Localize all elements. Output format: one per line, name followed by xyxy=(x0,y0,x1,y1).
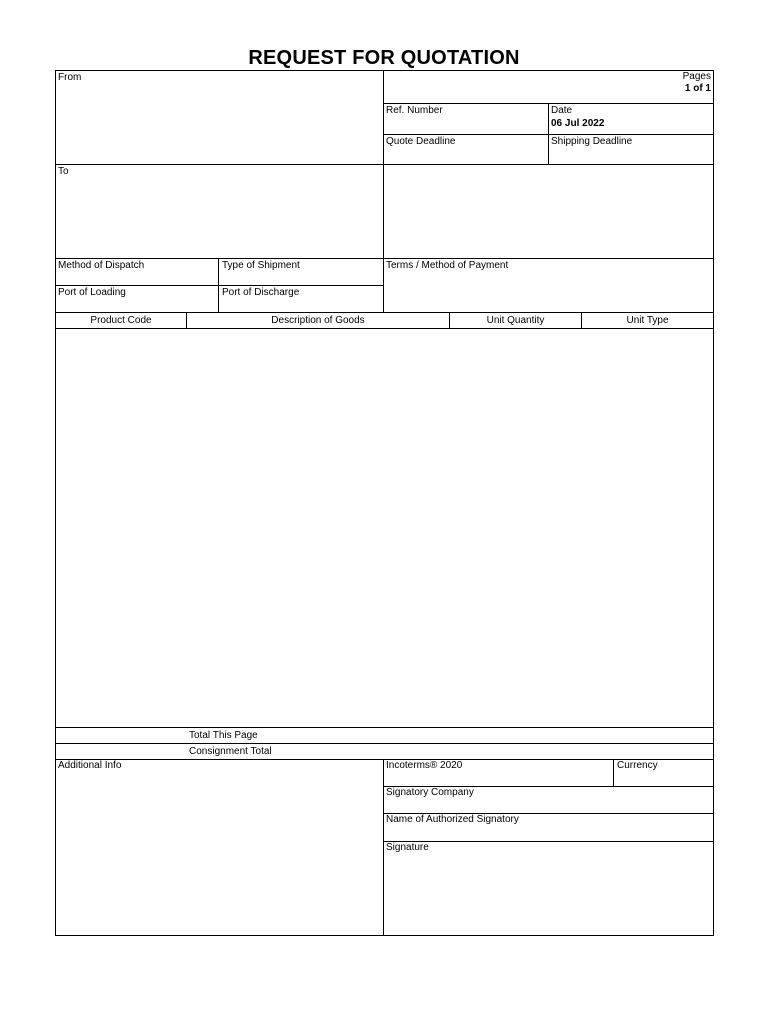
total-this-page-label: Total This Page xyxy=(189,730,258,741)
port-of-discharge-field[interactable] xyxy=(219,286,382,312)
authorized-signatory-label: Name of Authorized Signatory xyxy=(386,814,519,825)
document-title: REQUEST FOR QUOTATION xyxy=(248,47,520,69)
shipping-deadline-label: Shipping Deadline xyxy=(551,136,633,147)
port-of-loading-label: Port of Loading xyxy=(58,287,126,298)
ref-number-field[interactable] xyxy=(384,104,547,133)
signatory-company-label: Signatory Company xyxy=(386,787,474,798)
from-field[interactable] xyxy=(56,71,382,163)
date-value: 06 Jul 2022 xyxy=(551,118,605,129)
method-of-dispatch-field[interactable] xyxy=(56,259,218,285)
incoterms-field[interactable] xyxy=(384,760,613,786)
terms-payment-label: Terms / Method of Payment xyxy=(386,260,509,271)
date-field[interactable] xyxy=(549,104,713,133)
currency-field[interactable] xyxy=(614,760,713,786)
incoterms-label: Incoterms® 2020 xyxy=(386,760,463,771)
quote-deadline-field[interactable] xyxy=(384,135,547,163)
column-header-unit-type: Unit Type xyxy=(626,315,669,326)
column-header-product-code: Product Code xyxy=(90,315,152,326)
consignment-row-top xyxy=(55,743,714,744)
date-label: Date xyxy=(551,105,573,116)
type-of-shipment-label: Type of Shipment xyxy=(222,260,300,271)
signature-label: Signature xyxy=(386,842,429,853)
terms-payment-field[interactable] xyxy=(384,259,713,312)
column-header-unit-quantity: Unit Quantity xyxy=(486,315,545,326)
authorized-signatory-field[interactable] xyxy=(384,814,713,841)
signatory-company-field[interactable] xyxy=(384,787,713,813)
table-header-top xyxy=(55,312,714,313)
totals-row-top xyxy=(55,727,714,728)
quote-deadline-label: Quote Deadline xyxy=(386,136,456,147)
port-of-discharge-label: Port of Discharge xyxy=(222,287,300,298)
column-header-description: Description of Goods xyxy=(271,315,365,326)
consignment-total-label: Consignment Total xyxy=(189,746,272,757)
to-field[interactable] xyxy=(56,165,382,258)
to-label: To xyxy=(58,166,69,177)
ref-number-label: Ref. Number xyxy=(386,105,443,116)
type-of-shipment-field[interactable] xyxy=(219,259,382,285)
currency-label: Currency xyxy=(617,760,658,771)
shipping-deadline-field[interactable] xyxy=(549,135,713,163)
pages-label: Pages xyxy=(682,71,711,82)
additional-info-label: Additional Info xyxy=(58,760,122,771)
signature-field[interactable] xyxy=(384,842,713,935)
additional-info-field[interactable] xyxy=(56,760,382,935)
pages-value: 1 of 1 xyxy=(684,83,711,94)
from-label: From xyxy=(58,72,82,83)
port-of-loading-field[interactable] xyxy=(56,286,218,312)
goods-table-body[interactable] xyxy=(56,329,713,727)
method-of-dispatch-label: Method of Dispatch xyxy=(58,260,145,271)
